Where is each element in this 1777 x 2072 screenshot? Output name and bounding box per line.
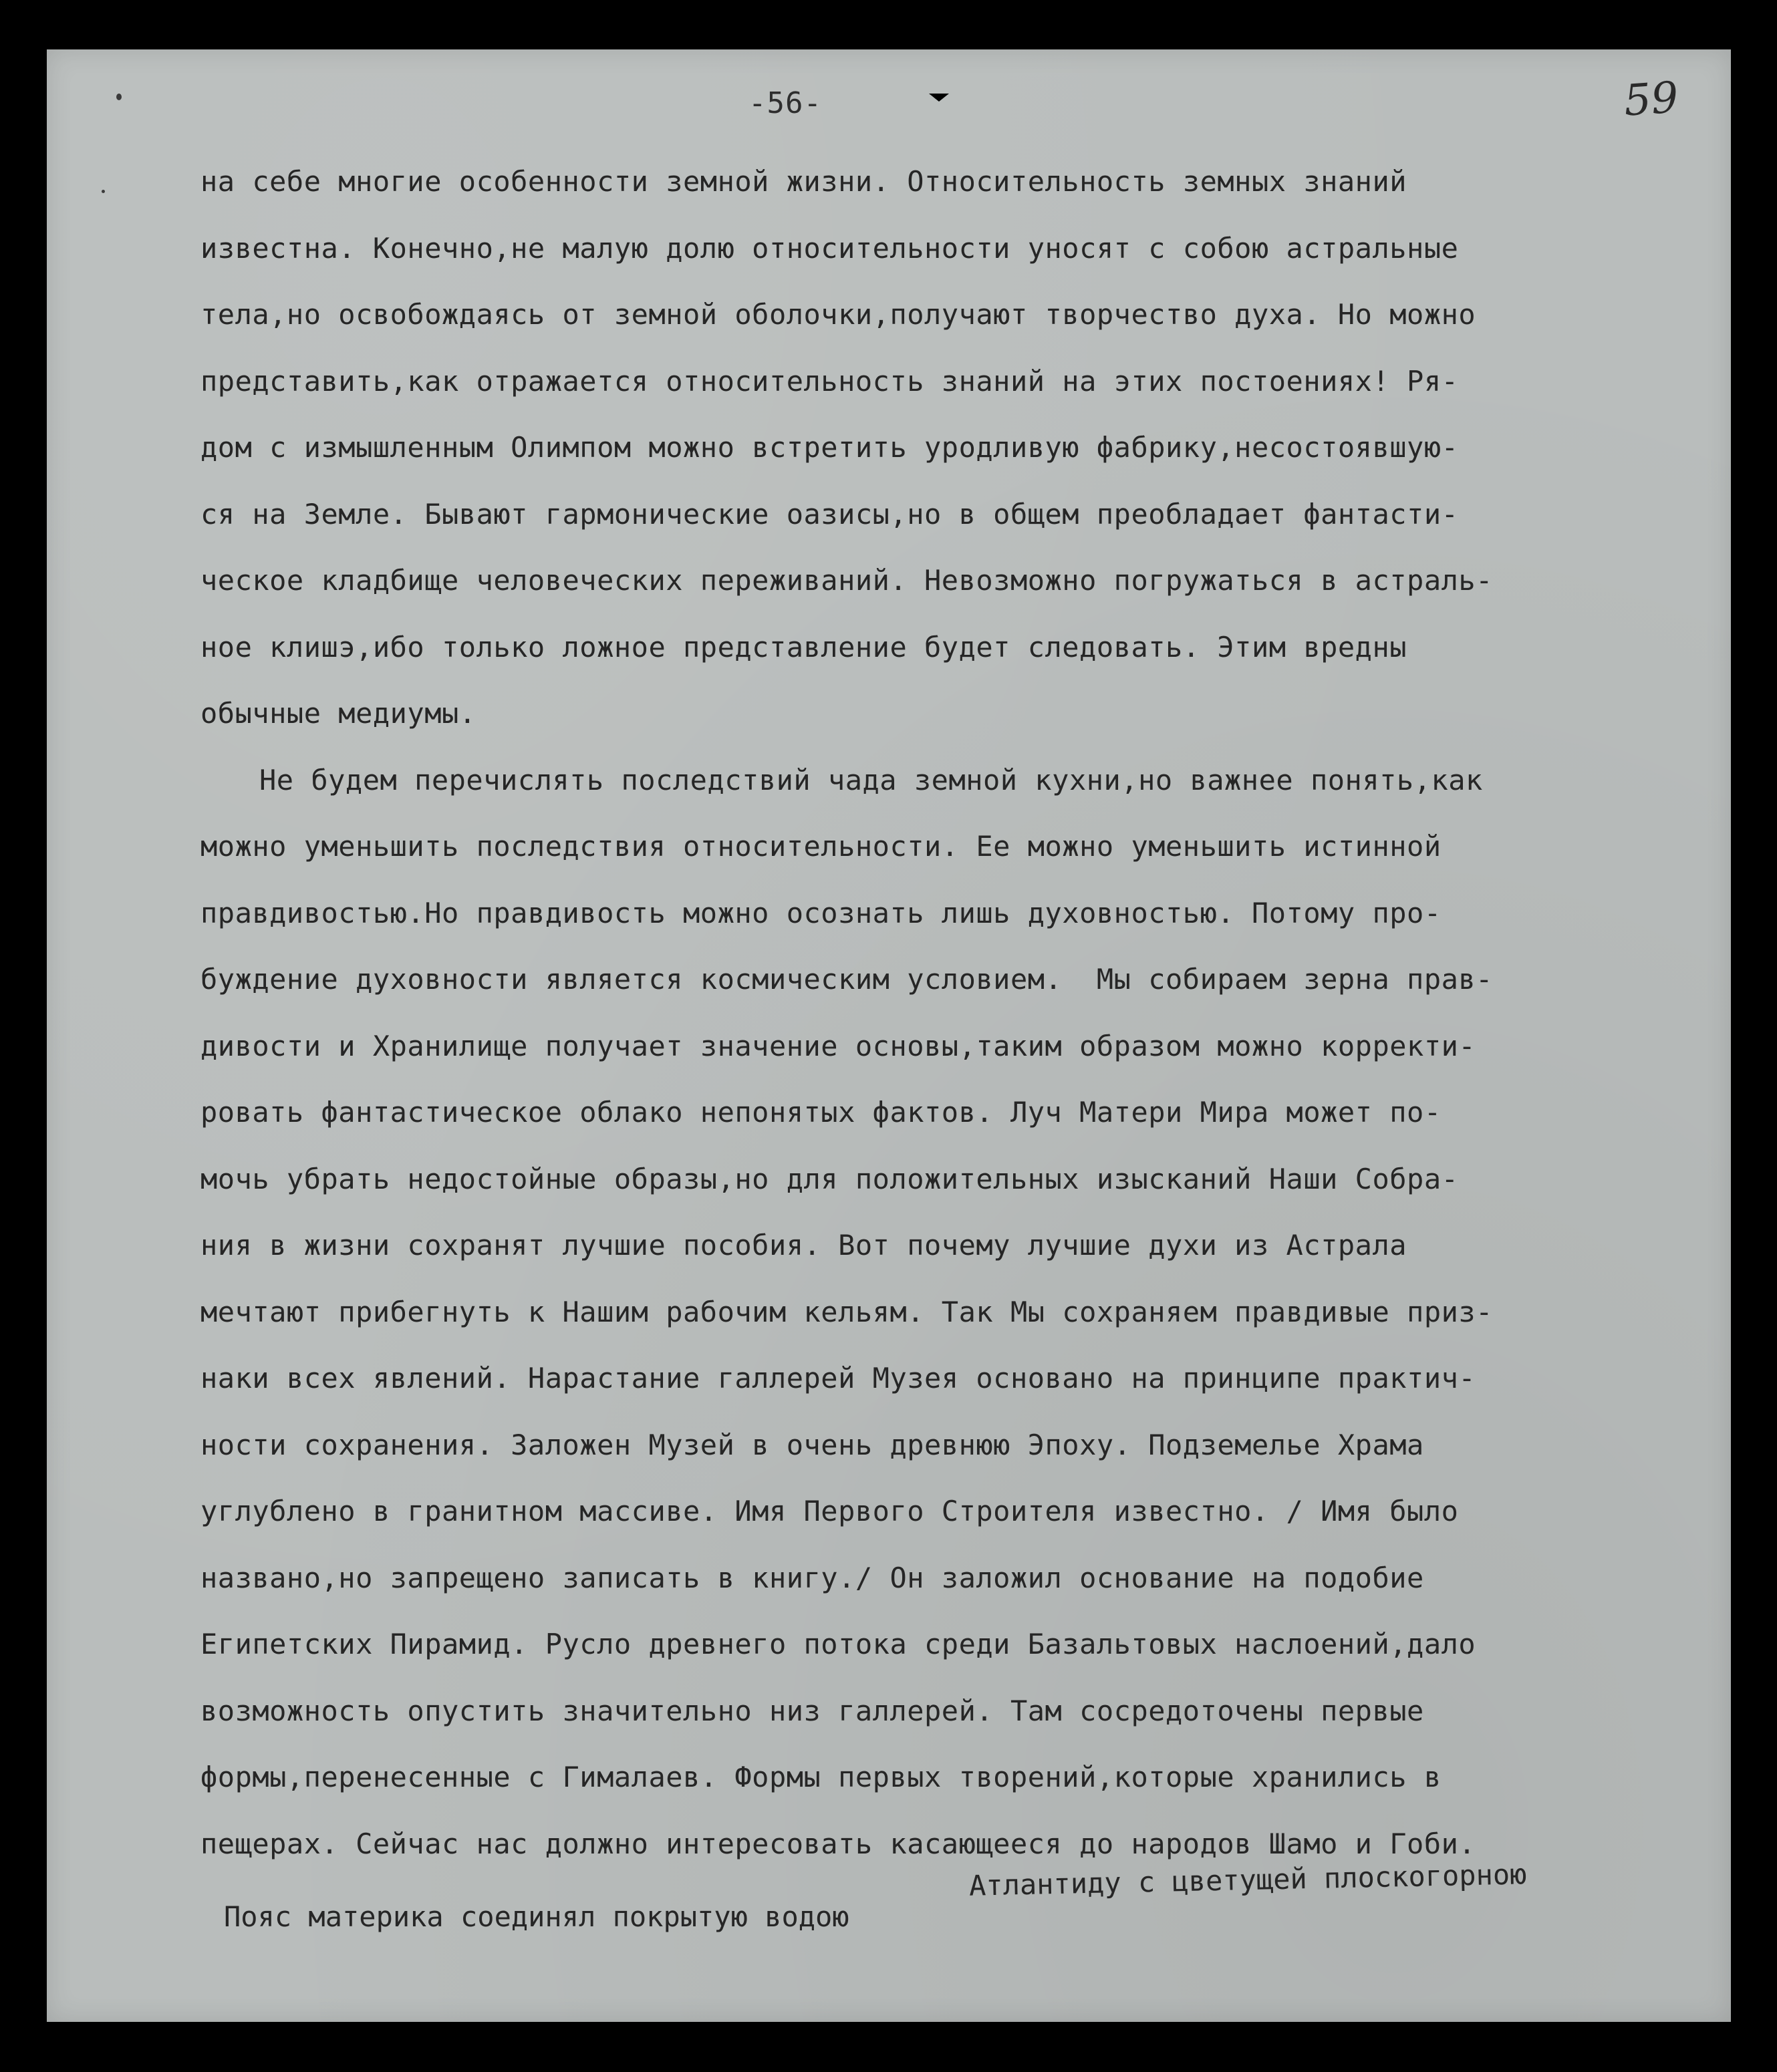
text-line: Не будем перечислять последствий чада земной кухни,но важнее понять,как	[259, 763, 1483, 796]
text-line: мочь убрать недостойные образы,но для положительных изысканий Наши Собра-	[200, 1162, 1459, 1195]
ink-speck	[116, 94, 122, 100]
text-line: возможность опустить значительно низ галлерей. Там сосредоточены первые	[200, 1694, 1424, 1727]
text-line: дивости и Хранилище получает значение основы,таким образом можно корректи-	[200, 1029, 1476, 1062]
text-line: наки всех явлений. Нарастание галлерей Музея основано на принципе практич-	[200, 1362, 1476, 1394]
text-line: дом с измышленным Олимпом можно встретить уродливую фабрику,несостоявшую-	[200, 431, 1459, 464]
text-line: ности сохранения. Заложен Музей в очень древнюю Эпоху. Подземелье Храма	[200, 1428, 1424, 1461]
text-line: формы,перенесенные с Гималаев. Формы первых творений,которые хранились в	[200, 1761, 1442, 1793]
text-line: ное клишэ,ибо только ложное представление будет следовать. Этим вредны	[200, 630, 1407, 663]
handwritten-folio-number: 59	[1622, 73, 1680, 126]
footer-line-right: Атлантиду с цветущей плоскогорною	[968, 1858, 1527, 1902]
text-line: на себе многие особенности земной жизни. Относительность земных знаний	[200, 165, 1407, 198]
text-line: мечтают прибегнуть к Нашим рабочим кельям. Так Мы сохраняем правдивые приз-	[200, 1295, 1493, 1328]
text-line: названо,но запрещено записать в книгу./ Он заложил основание на подобие	[200, 1561, 1424, 1594]
text-line: известна. Конечно,не малую долю относительности уносят с собою астральные	[200, 231, 1459, 265]
text-line: Египетских Пирамид. Русло древнего потока среди Базальтовых наслоений,дало	[200, 1628, 1476, 1660]
text-line: пещерах. Сейчас нас должно интересовать касающееся до народов Шамо и Гоби.	[200, 1827, 1476, 1860]
page-tab-notch	[929, 94, 949, 102]
text-line: можно уменьшить последствия относительности. Ее можно уменьшить истинной	[200, 830, 1442, 863]
text-line: правдивостью.Но правдивость можно осознать лишь духовностью. Потому про-	[200, 896, 1442, 929]
typewritten-page	[47, 49, 1731, 2022]
body-text	[200, 148, 1493, 1877]
text-line: тела,но освобождаясь от земной оболочки,получают творчество духа. Но можно	[200, 298, 1476, 331]
footer-line-left: Пояс материка соединял покрытую водою	[224, 1900, 849, 1933]
text-line: обычные медиумы.	[200, 697, 476, 730]
ink-speck	[102, 190, 105, 193]
text-line: представить,как отражается относительность знаний на этих постоениях! Ря-	[200, 364, 1459, 398]
page-number: -56-	[748, 86, 822, 120]
text-line: ческое кладбище человеческих переживаний. Невозможно погружаться в астраль-	[200, 564, 1493, 597]
text-line: ния в жизни сохранят лучшие пособия. Вот почему лучшие духи из Астрала	[200, 1229, 1407, 1262]
text-line: буждение духовности является космическим условием. Мы собираем зерна прав-	[200, 963, 1493, 996]
text-line: ся на Земле. Бывают гармонические оазисы,но в общем преобладает фантасти-	[200, 497, 1459, 531]
text-line: углублено в гранитном массиве. Имя Первого Строителя известно. / Имя было	[200, 1495, 1459, 1527]
text-line: ровать фантастическое облако непонятых фактов. Луч Матери Мира может по-	[200, 1096, 1442, 1129]
